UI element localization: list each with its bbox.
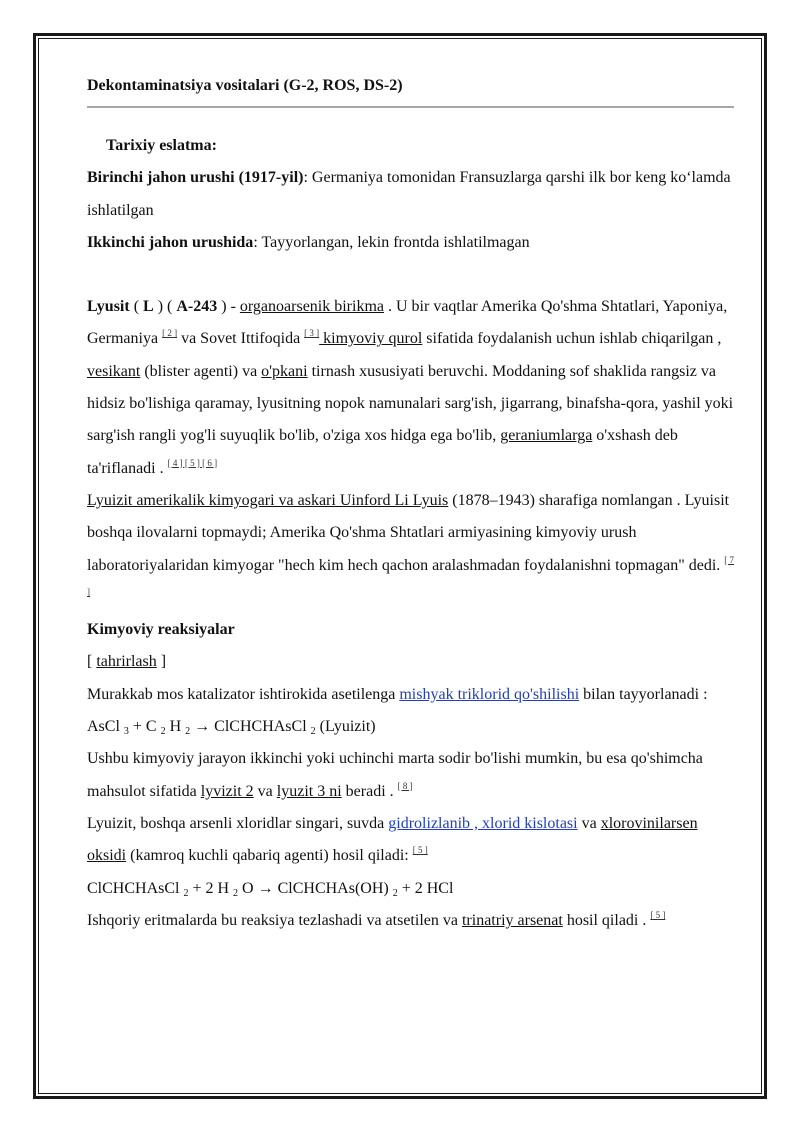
link-chemical-weapon[interactable]: kimyoviy qurol (319, 330, 423, 348)
link-vesicant[interactable]: vesikant (87, 362, 141, 380)
history-ww2: Ikkinchi jahon urushida: Tayyorlangan, lekin frontda ishlatilmagan (87, 233, 530, 251)
equation-hydrolysis: ClCHCHAsCl $_2$ + 2 H $_2$ O → ClCHCHAs(OH) $_2$ + 2 HCl (87, 879, 454, 899)
citation-5b[interactable]: [ 5 ] (650, 909, 666, 920)
equation-synthesis: AsCl $_3$ + C $_2$ H $_2$ → ClCHCHAsCl $_2$ (Lyuizit) (87, 718, 376, 738)
document-body (87, 70, 737, 937)
naming-paragraph: Lyuizit amerikalik kimyogari va askari Uinford Li Lyuis (1878–1943) sharafiga nomlangan . Lyuisit boshqa ilovalarni topmaydi; Amerika Qo'shma Shtatlari armiyasining kimyoviy urush laboratoriyalaridan kimyogar "hech kim hech qachon aralashmadan foydalanishni topmagan" dedi. [ 7 ] (87, 491, 735, 597)
link-lewisite-3[interactable]: lyuzit 3 ni (276, 782, 342, 800)
document-title: Dekontaminatsiya vositalari (G-2, ROS, DS-2) (87, 77, 403, 94)
link-trisodium-arsenate[interactable]: trinatriy arsenat (461, 911, 563, 929)
preparation-paragraph: Murakkab mos katalizator ishtirokida asetilenga mishyak triklorid qo'shilishi bilan tayyorlanadi : (87, 685, 708, 703)
citation-4-5-6[interactable]: [ 4 ] [ 5 ] [ 6 ] (167, 457, 218, 468)
history-ww1: Birinchi jahon urushi (1917-yil): Germaniya tomonidan Fransuzlarga qarshi ilk bor keng ko‘lamda ishlatilgan (87, 169, 731, 219)
link-lung[interactable]: o'pkani (261, 362, 308, 380)
hydrolysis-paragraph: Lyuizit, boshqa arsenli xloridlar singari, suvda gidrolizlanib , xlorid kislotasi va xlorovinilarsen oksidi (kamroq kuchli qabariq agenti) hosil qiladi: [ 5 ] (87, 814, 698, 865)
link-organoarsenic[interactable]: organoarsenik birikma (239, 298, 384, 316)
byproduct-paragraph: Ushbu kimyoviy jarayon ikkinchi yoki uchinchi marta sodir bo'lishi mumkin, bu esa qo'shimcha mahsulot sifatida lyvizit 2 va lyuzit 3 ni beradi . [ 8 ] (87, 750, 703, 800)
edit-link[interactable]: tahrirlash (96, 653, 157, 671)
link-winford-lee-lewis[interactable]: Lyuizit amerikalik kimyogari va askari Uinford Li Lyuis (87, 491, 449, 509)
alkaline-paragraph: Ishqoriy eritmalarda bu reaksiya tezlashadi va atsetilen va trinatriy arsenat hosil qiladi . [ 5 ] (87, 909, 666, 929)
citation-7[interactable]: [ 7 ] (87, 554, 735, 597)
link-arsenic-trichloride-addition[interactable]: mishyak triklorid qo'shilishi (399, 685, 580, 703)
citation-2[interactable]: [ 2 ] (162, 328, 178, 339)
citation-5a[interactable]: [ 5 ] (412, 845, 428, 856)
citation-3[interactable]: [ 3 ] (304, 328, 320, 339)
reactions-heading: Kimyoviy reaksiyalar (87, 621, 235, 639)
link-chlorovinylarsine-oxide[interactable]: xlorovinilarsen oksidi (87, 814, 698, 865)
link-lewisite-2[interactable]: lyvizit 2 (200, 782, 254, 800)
intro-paragraph: Lyusit ( L ) ( A-243 ) - organoarsenik birikma . U bir vaqtlar Amerika Qo'shma Shtatlari, Yaponiya, Germaniya [ 2 ] va Sovet Ittifoqida [ 3 ] kimyoviy qurol sifatida foydalanish uchun ishlab chiqarilgan , vesikant (blister agenti) va o'pkani tirnash xususiyati beruvchi. Moddaning sof shaklida rangsiz va hidsiz bo'lishiga qaramay, lyusitning nopok namunalari sarg'ish, jigarrang, binafsha-qora, yashil yoki sarg'ish rangli yog'li suyuqlik bo'lib, o'ziga xos hidga ega bo'lib, geraniumlarga o'xshash deb ta'riflanadi . [ 4 ] [ 5 ] [ 6 ] (87, 298, 734, 477)
link-geranium[interactable]: geraniumlarga (500, 427, 593, 445)
citation-8[interactable]: [ 8 ] (397, 780, 413, 791)
link-hydrolysis-hydrochloric-acid[interactable]: gidrolizlanib , xlorid kislotasi (388, 814, 578, 832)
history-heading: Tarixiy eslatma: (106, 137, 217, 154)
edit-link-line: [ tahrirlash ] (87, 653, 167, 671)
